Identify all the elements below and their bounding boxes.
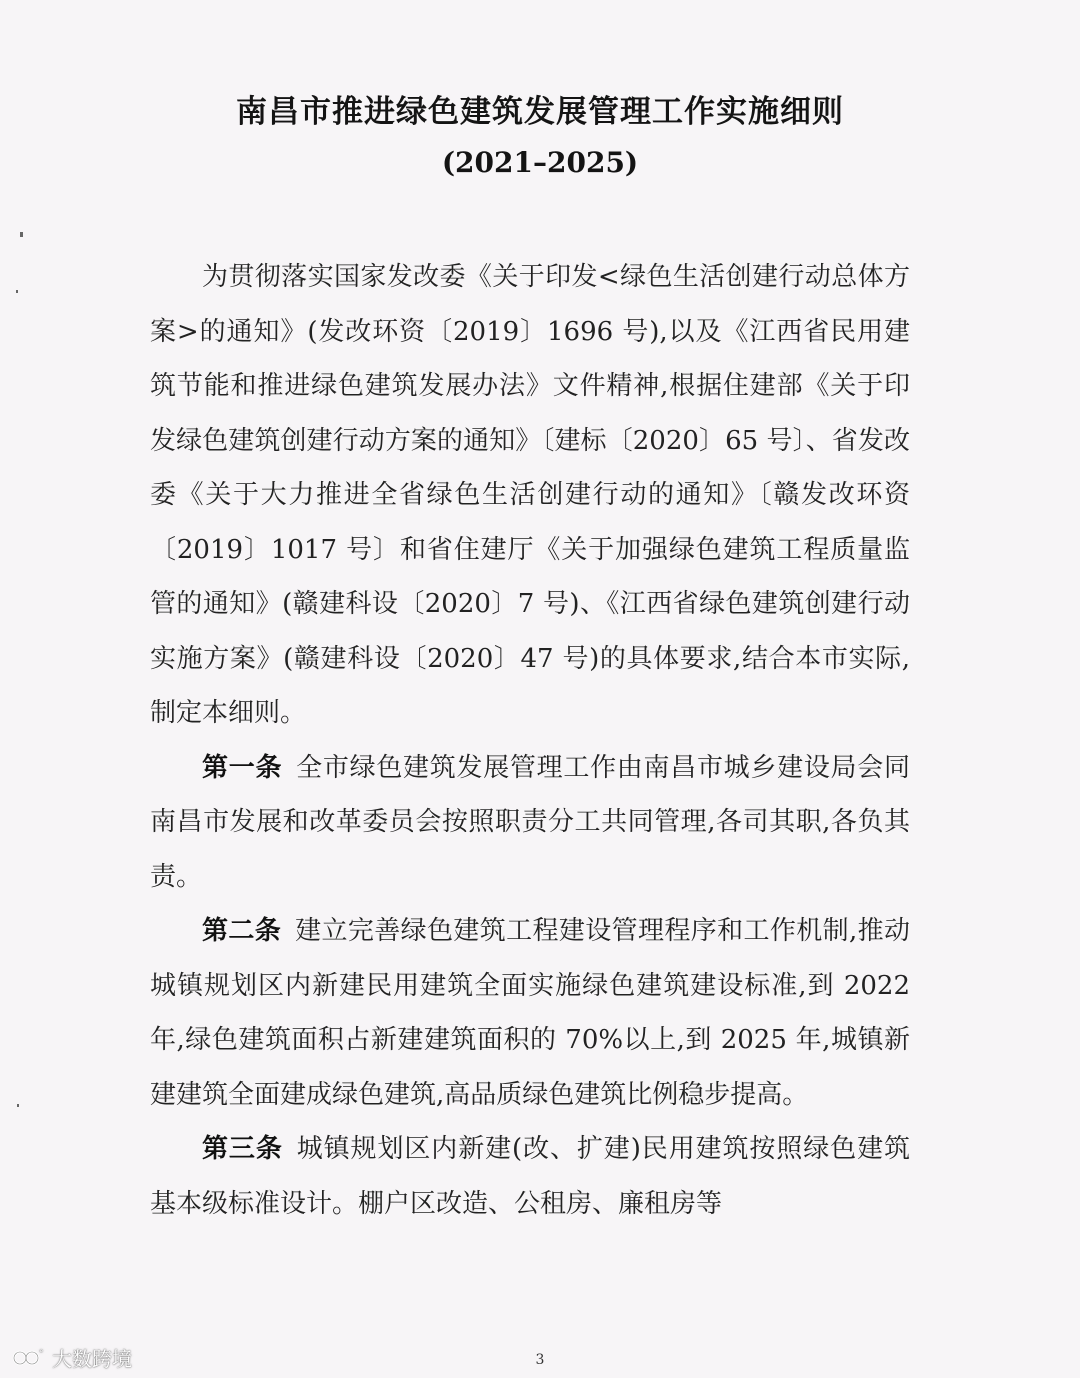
article-label: 第一条	[202, 752, 283, 783]
article-2-paragraph	[150, 904, 910, 1122]
article-label: 第三条	[202, 1134, 283, 1164]
margin-mark	[17, 1104, 19, 1107]
article-3-paragraph	[150, 1122, 910, 1231]
margin-mark	[16, 290, 18, 293]
article-label: 第二条	[202, 916, 282, 946]
paragraph-text: 为贯彻落实国家发改委《关于印发<绿色生活创建行动总体方案>的通知》(发改环资〔2019〕1696 号),以及《江西省民用建筑节能和推进绿色建筑发展办法》文件精神,根据住建部《关于印发绿色建筑创建行动方案的通知》〔建标〔2020〕65 号〕、省发改委《关于大力推进全省绿色生活创建行动的通知》〔赣发改环资〔2019〕1017 号〕和省住建厅《关于加强绿色建筑工程质量监管的通知》(赣建科设〔2020〕7 号)、《江西省绿色建筑创建行动实施方案》(赣建科设〔2020〕47 号)的具体要求,结合本市实际,制定本细则。	[150, 262, 910, 728]
document-title: 南昌市推进绿色建筑发展管理工作实施细则	[236, 94, 844, 130]
margin-mark	[20, 232, 23, 237]
page-number: 3	[535, 1352, 545, 1368]
preamble-paragraph	[150, 250, 910, 741]
article-1-paragraph	[150, 741, 910, 905]
document-body	[150, 250, 910, 1231]
document-subtitle: (2021–2025)	[441, 146, 639, 179]
paragraph-text: 城镇规划区内新建(改、扩建)民用建筑按照绿色建筑基本级标准设计。棚户区改造、公租房、廉租房等	[150, 1134, 910, 1219]
paragraph-text: 建立完善绿色建筑工程建设管理程序和工作机制,推动城镇规划区内新建民用建筑全面实施绿色建筑建设标准,到 2022 年,绿色建筑面积占新建建筑面积的 70%以上,到 2025 年,城镇新建建筑全面建成绿色建筑,高品质绿色建筑比例稳步提高。	[150, 916, 910, 1110]
svg-text:°: °	[39, 1348, 44, 1359]
paragraph-text: 全市绿色建筑发展管理工作由南昌市城乡建设局会同南昌市发展和改革委员会按照职责分工共同管理,各司其职,各负其责。	[150, 752, 910, 892]
watermark-text: 大数跨境	[52, 1347, 132, 1371]
